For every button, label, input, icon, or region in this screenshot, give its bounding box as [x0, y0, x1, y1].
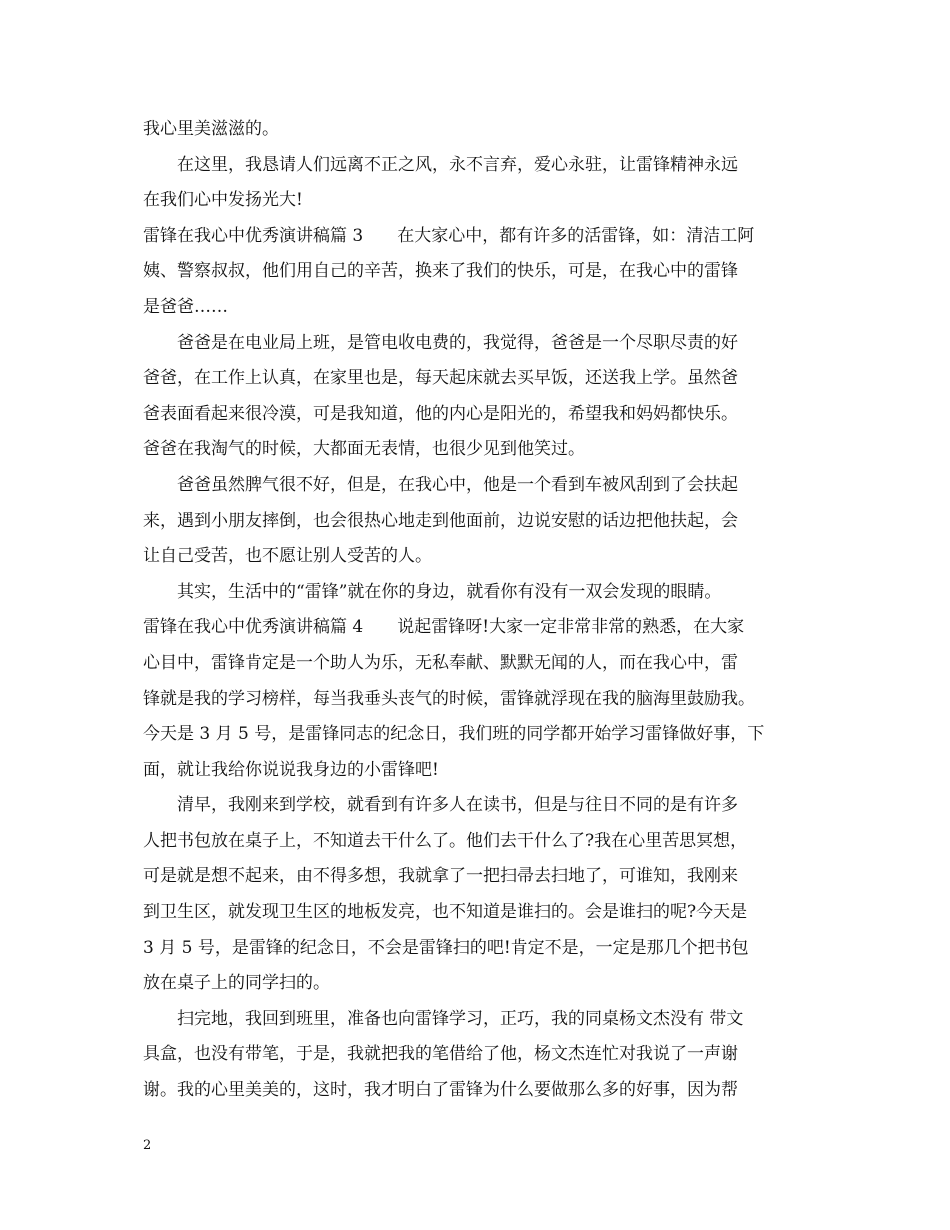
paragraph-line: 心目中，雷锋肯定是一个助人为乐，无私奉献、默默无闻的人，而在我心中，雷 — [143, 652, 738, 673]
paragraph-line: 爸爸在我淘气的时候，大都面无表情，也很少见到他笑过。 — [143, 439, 585, 460]
paragraph-line: 爸爸虽然脾气很不好，但是，在我心中，他是一个看到车被风刮到了会扶起 — [177, 474, 738, 495]
paragraph-line: 爸表面看起来很冷漠，可是我知道，他的内心是阳光的，希望我和妈妈都快乐。 — [143, 403, 738, 424]
paragraph-line: 清早，我刚来到学校，就看到有许多人在读书，但是与往日不同的是有许多 — [177, 795, 738, 816]
section-heading-line — [143, 219, 825, 255]
paragraph-line: 扫完地，我回到班里，准备也向雷锋学习，正巧，我的同桌杨文杰没有 带文 — [177, 1008, 744, 1029]
paragraph-line: 今天是 3 月 5 号，是雷锋同志的纪念日，我们班的同学都开始学习雷锋做好事，下 — [143, 724, 765, 745]
paragraph-line: 来，遇到小朋友摔倒，也会很热心地走到他面前，边说安慰的话边把他扶起，会 — [143, 510, 738, 531]
paragraph-line: 爸爸是在电业局上班，是管电收电费的，我觉得，爸爸是一个尽职尽责的好 — [177, 332, 738, 353]
paragraph-line: 人把书包放在桌子上，不知道去干什么了。他们去干什么了?我在心里苦思冥想， — [143, 830, 748, 851]
paragraph-line: 爸爸，在工作上认真，在家里也是，每天起床就去买早饭，还送我上学。虽然爸 — [143, 368, 738, 389]
paragraph-line: 面，就让我给你说说我身边的小雷锋吧! — [143, 759, 439, 780]
paragraph-text: 说起雷锋呀!大家一定非常非常的熟悉，在大家 — [397, 617, 745, 638]
paragraph-line: 3 月 5 号，是雷锋的纪念日，不会是雷锋扫的吧!肯定不是，一定是那几个把书包 — [143, 937, 749, 958]
paragraph-line: 其实，生活中的“雷锋”就在你的身边，就看你有没有一双会发现的眼睛。 — [177, 581, 722, 602]
paragraph-line: 到卫生区，就发现卫生区的地板发亮，也不知道是谁扫的。会是谁扫的呢?今天是 — [143, 902, 748, 923]
paragraph-line: 具盒，也没有带笔，于是，我就把我的笔借给了他，杨文杰连忙对我说了一声谢 — [143, 1044, 738, 1065]
paragraph-line: 让自己受苦，也不愿让别人受苦的人。 — [143, 546, 432, 567]
paragraph-line: 在这里，我恳请人们远离不正之风，永不言弃，爱心永驻，让雷锋精神永远 — [177, 154, 738, 175]
paragraph-line: 放在桌子上的同学扫的。 — [143, 973, 330, 994]
section-heading-line — [143, 610, 825, 646]
document-body — [143, 112, 825, 1109]
paragraph-line: 可是就是想不起来，由不得多想，我就拿了一把扫帚去扫地了，可谁知，我刚来 — [143, 866, 738, 887]
paragraph-line: 我心里美滋滋的。 — [143, 119, 279, 139]
paragraph-line: 姨、警察叔叔，他们用自己的辛苦，换来了我们的快乐，可是，在我心中的雷锋 — [143, 261, 738, 282]
paragraph-line: 锋就是我的学习榜样，每当我垂头丧气的时候，雷锋就浮现在我的脑海里鼓励我。 — [143, 688, 755, 709]
paragraph-line: 在我们心中发扬光大! — [143, 190, 303, 211]
page-number: 2 — [143, 1138, 152, 1153]
paragraph-line: 是爸爸…… — [143, 296, 228, 317]
paragraph-line: 谢。我的心里美美的，这时，我才明白了雷锋为什么要做那么多的好事，因为帮 — [143, 1080, 738, 1101]
section-heading: 雷锋在我心中优秀演讲稿篇 3 — [143, 225, 364, 246]
section-heading: 雷锋在我心中优秀演讲稿篇 4 — [143, 617, 364, 638]
paragraph-text: 在大家心中，都有许多的活雷锋，如：清洁工阿 — [397, 225, 755, 246]
